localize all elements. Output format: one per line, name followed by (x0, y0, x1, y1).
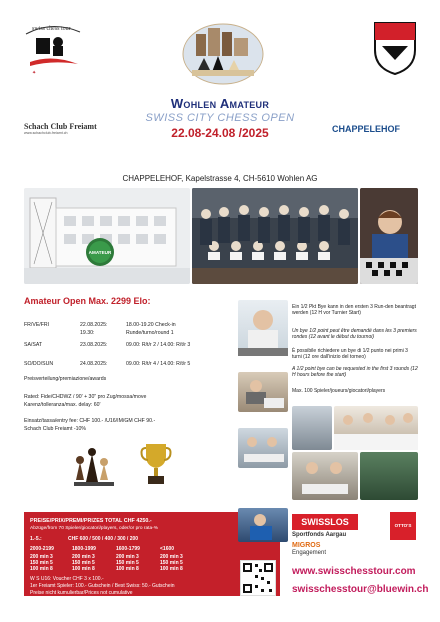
awards-text: Preisverteilung/premiazione/awards (24, 376, 107, 382)
prize-footer: Preise nicht kumulierbar/Prices not cumulative (30, 590, 133, 596)
bye-info-it: È possibile richiedere un bye di 1/2 punto nei primi 3 turni (12 ore dall'inizio del torneo) (292, 348, 408, 360)
swisslos-sub: Sportfonds Aargau (292, 532, 347, 538)
schedule-date: 22.08.2025: (80, 322, 108, 328)
email-link[interactable]: swisschesstour@bluewin.ch (292, 584, 429, 595)
qr-code-icon[interactable] (240, 560, 276, 596)
schedule-time: 09.00: R/t/r 2 / 14.00: R/t/r 3 (126, 342, 191, 348)
collage-photo-3 (292, 452, 358, 500)
trophy-icon (140, 440, 172, 490)
schedule-time: 09.00: R/t/r 4 / 14.00: R/t/r 5 (126, 361, 191, 367)
category-header: <1600 (160, 546, 175, 552)
tournament-subtitle: SWISS CITY CHESS OPEN (145, 112, 295, 124)
svg-text:✦: ✦ (32, 71, 37, 76)
category-header: 2000-2199 (30, 546, 54, 552)
max-players: Max. 100 Spieler/joueurs/giocatori/players (292, 388, 386, 394)
prize-winners-group-photo (192, 188, 358, 284)
category-cell: 100 min 8 (116, 566, 139, 572)
prize-heading: PREISE/PRIX/PREMI/PRIZES TOTAL CHF 4250.- (30, 518, 152, 524)
schedule-day: FR/VE/FRI (24, 322, 50, 328)
freiamt-logo-text: Schach Club Freiamt (24, 122, 97, 131)
swiss-chess-tour-logo (22, 20, 84, 78)
young-player-photo (360, 188, 418, 284)
freiamt-url: www.schachclub-freiamt.ch (24, 131, 68, 135)
open-section-title: Amateur Open Max. 2299 Elo: (24, 296, 151, 306)
collage-photo-4 (360, 452, 418, 500)
prize-first-player: 1er Freiamt Spieler: 100.- Gutschein / Best Swiss: 50.- Gutschein (30, 583, 175, 589)
category-cell: 200 min 3 (116, 554, 139, 560)
bye-info-de: Ein 1/2 Pkt Bye kann in den ersten 3 Run-den beantragt werden (12 H vor Turnier Start) (292, 304, 416, 316)
schedule-date: 19.30: (80, 330, 95, 336)
collage-photo-1 (292, 406, 332, 450)
schedule-day: SA/SAT (24, 342, 43, 348)
website-link[interactable]: www.swisschesstour.com (292, 566, 416, 577)
chess-city-badge (178, 20, 268, 88)
schedule-date: 24.08.2025: (80, 361, 108, 367)
schedule-date: 23.08.2025: (80, 342, 108, 348)
prize-note: Abzüge/from 70 Spieler/giocatori/players, oder/or pro rata-% (30, 526, 158, 531)
category-cell: 200 min 3 (72, 554, 95, 560)
category-cell: 150 min 5 (30, 560, 53, 566)
schedule-time: Runde/turno/round 1 (126, 330, 174, 336)
bye-info-en: A 1/2 point bye can be requested in the first 3 rounds (12 H hours before the start) (292, 366, 418, 378)
category-cell: 150 min 5 (160, 560, 183, 566)
category-header: 1600-1799 (116, 546, 140, 552)
side-photo-player (238, 300, 288, 356)
prize-first-label: 1.-5.: (30, 536, 42, 542)
chess-pieces-image (70, 440, 120, 490)
venue-address: CHAPPELEHOF, Kapelstrasse 4, CH-5610 Wohlen AG (122, 174, 318, 183)
prize-first-values: CHF 600 / 500 / 400 / 300 / 200 (68, 536, 139, 542)
category-cell: 100 min 8 (30, 566, 53, 572)
category-cell: 200 min 3 (160, 554, 183, 560)
karenz-text: Karenz/tolleranza/max. delay: 60' (24, 402, 101, 408)
side-photo-youth (238, 508, 288, 542)
prize-voucher: W S U16: Voucher CHF 3 x 100.- (30, 576, 104, 582)
ottos-logo: OTTO'S (390, 512, 416, 540)
amateur-badge-text: AMATEUR (88, 250, 112, 255)
tournament-title: Wohlen Amateur (170, 96, 270, 111)
bye-info-fr: Un bye 1/2 point peut être demandé dans les 3 premiers rondes (12 avant le début du tournoi) (292, 328, 417, 340)
schedule-day: SO/DO/SUN (24, 361, 54, 367)
venue-building-photo (24, 188, 190, 284)
chappelehof-logo: CHAPPELEHOF (332, 124, 401, 134)
wohlen-coat-of-arms (372, 20, 418, 76)
side-photo-hall (238, 428, 288, 468)
swisslos-logo: SWISSLOS (292, 514, 358, 530)
rated-text: Rated: Fide/CHDWZ / 90' + 30" pro Zug/mossa/move (24, 394, 147, 400)
side-photo-game (238, 372, 288, 412)
category-cell: 100 min 8 (72, 566, 95, 572)
club-discount-text: Schach Club Freiamt -10% (24, 426, 86, 432)
tournament-dates: 22.08-24.08 /2025 (171, 126, 269, 140)
category-header: 1800-1999 (72, 546, 96, 552)
schach-club-freiamt-logo (24, 122, 97, 142)
category-cell: 150 min 5 (72, 560, 95, 566)
category-cell: 200 min 3 (30, 554, 53, 560)
category-cell: 150 min 5 (116, 560, 139, 566)
schedule-time: 18.00-19.20 Check-in (126, 322, 176, 328)
migros-sub: Engagement (292, 550, 327, 556)
category-cell: 100 min 8 (160, 566, 183, 572)
migros-logo: MIGROS (292, 542, 321, 549)
collage-photo-2 (334, 406, 418, 450)
fee-text: Einsatz/tassa/entry fee: CHF 100.- /U16/IM/GM CHF 90.- (24, 418, 156, 424)
logo-left-text: swiss chess tour (32, 26, 71, 32)
